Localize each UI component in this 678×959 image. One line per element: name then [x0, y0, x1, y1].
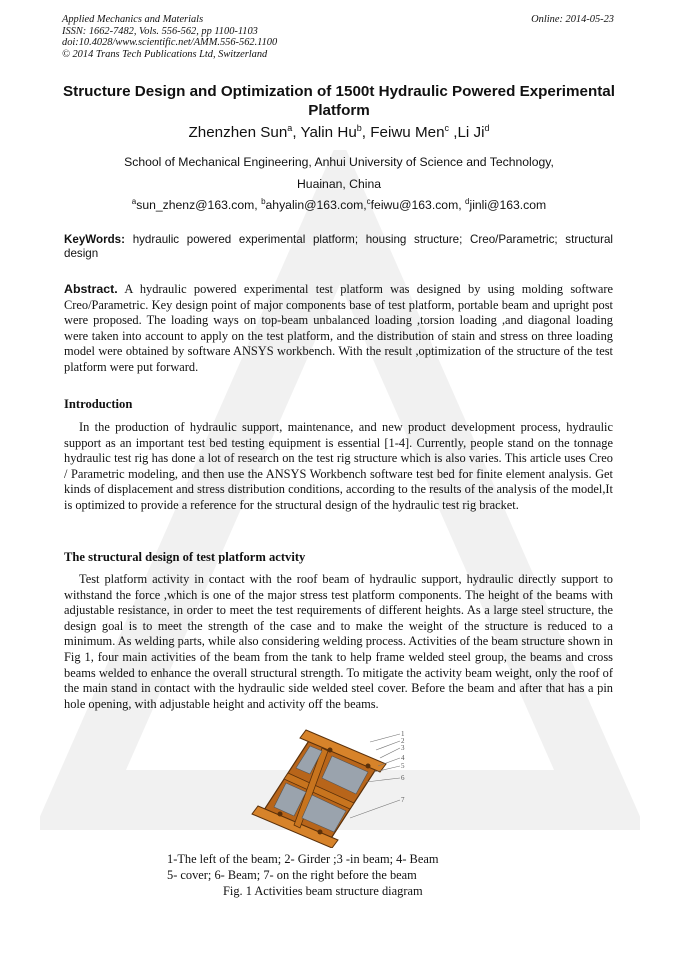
keywords-text: hydraulic powered experimental platform; housing structure; Creo/Parametric; structural design [64, 233, 613, 261]
doi-line: doi:10.4028/www.scientific.net/AMM.556-562.1100 [62, 37, 278, 49]
author-sup: d [484, 123, 490, 133]
abstract [64, 282, 613, 376]
author-sup: c [444, 123, 450, 133]
pin-hole [366, 764, 371, 769]
author-name: Feiwu Men [370, 124, 445, 141]
beam-assembly [252, 730, 386, 848]
keywords [64, 233, 613, 262]
copyright-line: © 2014 Trans Tech Publications Ltd, Switzerland [62, 48, 268, 60]
journal-header [62, 14, 277, 60]
figure-caption: Fig. 1 Activities beam structure diagram [223, 884, 423, 898]
affiliation-line-2: Huainan, China [296, 177, 381, 191]
abstract-label: Abstract. [64, 282, 118, 296]
email-sup: d [465, 197, 470, 206]
email-sup: c [366, 197, 371, 206]
author-list: Zhenzhen Sun$^a$, Yalin Hu$^b$, Feiwu Men$^c$ ,Li Ji$^d$ [188, 123, 490, 141]
callout-number: 5 [401, 762, 405, 770]
callout-number: 2 [401, 737, 405, 745]
callout-number: 3 [401, 744, 405, 752]
section-heading-introduction: Introduction [64, 397, 133, 411]
keywords-label: KeyWords: [64, 233, 125, 246]
callout-numbers [401, 730, 405, 804]
author-sup: b [356, 123, 362, 133]
paper-title: Structure Design and Optimization of 1500t Hydraulic Powered Experimental Platform [63, 83, 615, 119]
affiliation-line-1: School of Mechanical Engineering, Anhui University of Science and Technology, [124, 155, 554, 169]
abstract-text: A hydraulic powered experimental test platform was designed by using molding software Creo/Parametric. Key design point of major components base of test platform, portable beam and upright post were proposed. The loading ways on top-beam unbalanced loading ,torsion loading ,and diagonal loading were taken into account to apply on the test platform, and the distribution of stain and stress on three loading model were obtained by software ANSYS workbench. With the result ,optimization of the structure of the test platform were put forward. [64, 282, 614, 374]
figure-legend-line-2: 5- cover; 6- Beam; 7- on the right before the beam [167, 868, 417, 882]
author-name: Yalin Hu [300, 124, 357, 141]
author-emails: $^a$sun_zhenz@163.com, $^b$ahyalin@163.com,$^c$feiwu@163.com, $^d$jinli@163.com [131, 197, 547, 212]
introduction-text: In the production of hydraulic support, maintenance, and new product development process, hydraulic support as an important test bed testing equipment is essential [1-4]. Currently, people stand on the tonnage hydraulic test rig has done a lot of research on the test rig structure which is also varies. This article uses Creo / Parametric modeling, and then use the ANSYS Workbench software test bed for finite element analysis. Get kinds of displacement and stress distribution conditions, according to the results of the analysis of the model,It is optimized to provide a reference for the structural design of the hydraulic test rig bracket. [64, 420, 613, 512]
callout-number: 1 [401, 730, 405, 738]
email-sup: a [131, 197, 137, 206]
callout-number: 7 [401, 796, 405, 804]
online-date: Online: 2014-05-23 [531, 14, 614, 25]
email-link[interactable]: jinli@163.com [469, 198, 547, 212]
callout-number: 6 [401, 774, 405, 782]
journal-name: Applied Mechanics and Materials [62, 14, 204, 25]
structural-design-text: Test platform activity in contact with the roof beam of hydraulic support, hydraulic directly support to withstand the force ,which is one of the major stress test platform components. The height of the beams with adjustable resistance, in order to meet the test requirements of different heights. As a large steel structure, the design goal is to meet the strength of the case and to make the weight of the structure is reduced to a minimum. As welding parts, while also considering welding process. Activities of the beam structure shown in Fig 1, four main activities of the beam from the tank to help frame welded steel group, the beams and cross beams welded to enhance the overall structural strength. To mitigate the activity beam weight, only the roof of the main stand in contact with the hydraulic side welded steel cover. Before the beam and after that has a pin hole opening, with adjustable height and activity off the beams. [64, 572, 613, 711]
pin-hole [318, 830, 323, 835]
section-heading-structural-design: The structural design of test platform actvity [64, 550, 306, 564]
pin-hole [328, 748, 333, 753]
issn-line: ISSN: 1662-7482, Vols. 556-562, pp 1100-1103 [62, 25, 258, 37]
email-link[interactable]: feiwu@163.com [370, 198, 459, 212]
email-link[interactable]: sun_zhenz@163.com [136, 198, 255, 212]
email-link[interactable]: ahyalin@163.com [265, 198, 364, 212]
pin-hole [278, 812, 283, 817]
email-sup: b [261, 197, 266, 206]
figure-1-beam-structure [250, 728, 425, 848]
author-sup: a [287, 123, 293, 133]
author-name: Zhenzhen Sun [188, 124, 288, 141]
callout-number: 4 [401, 754, 405, 762]
figure-legend-line-1: 1-The left of the beam; 2- Girder ;3 -in beam; 4- Beam [167, 852, 439, 866]
author-name: Li Ji [457, 124, 485, 141]
